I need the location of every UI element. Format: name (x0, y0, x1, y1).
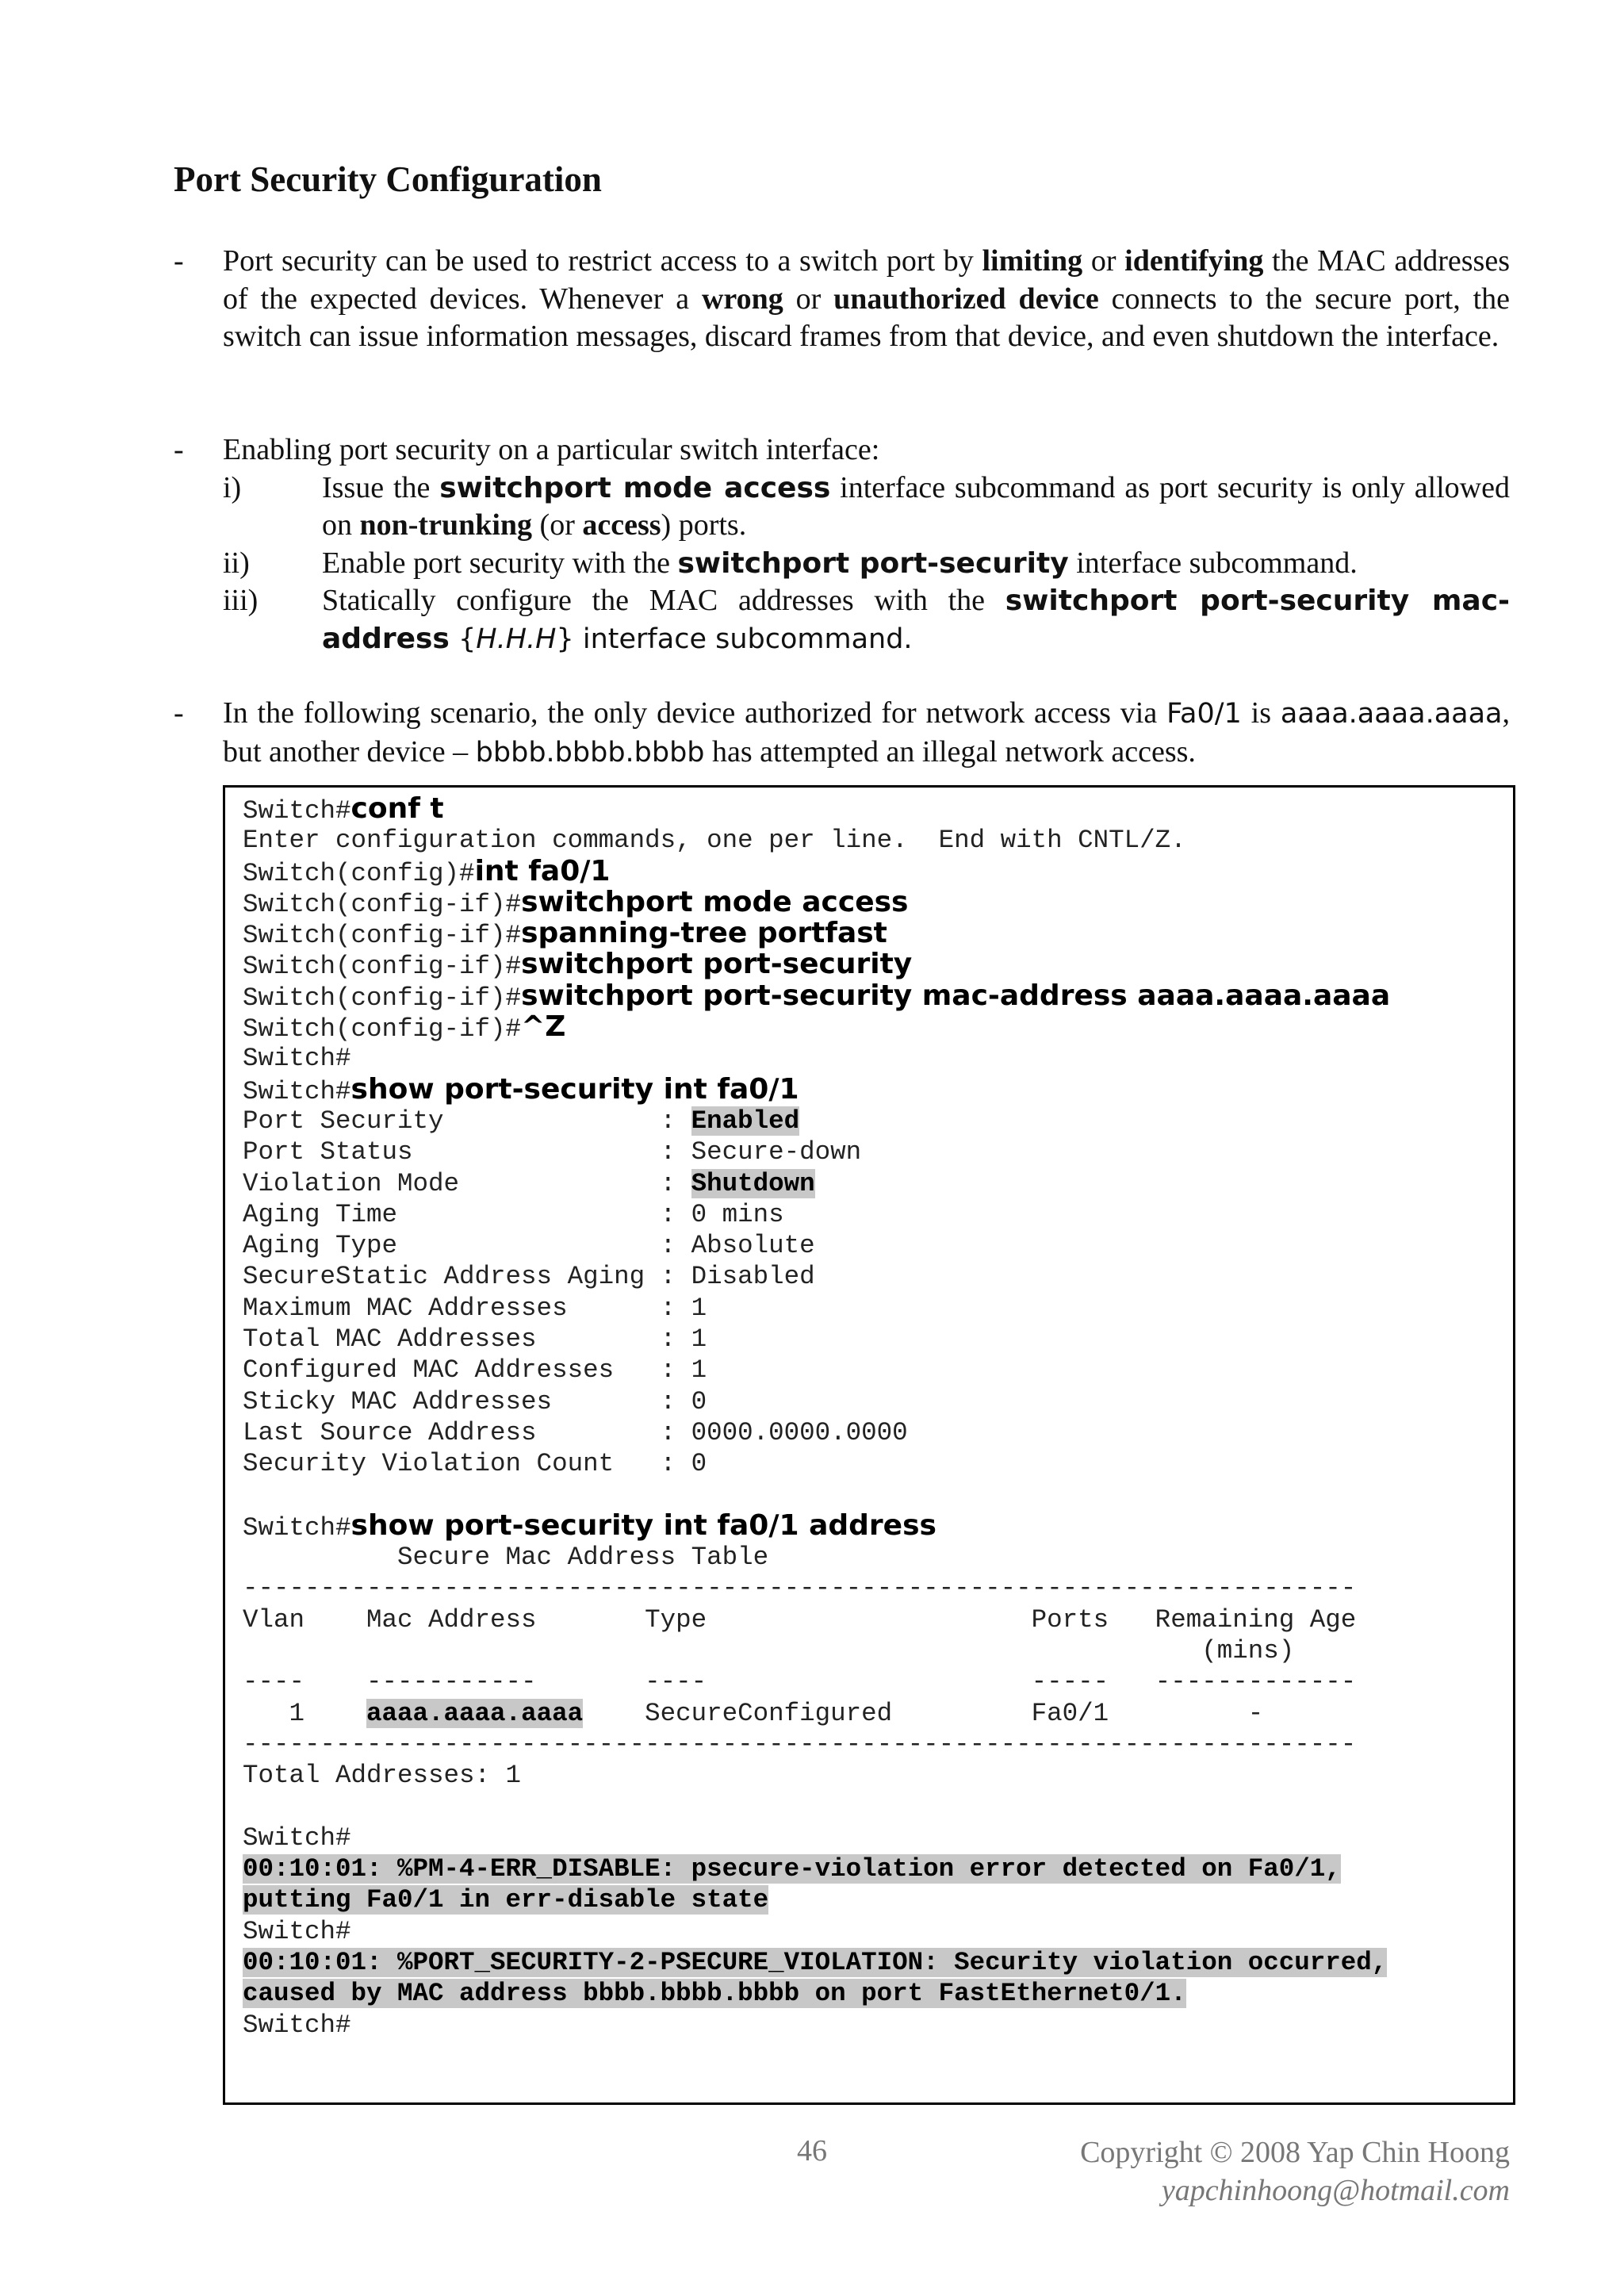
cli-line (243, 793, 1511, 824)
cli-command: switchport port-security (521, 948, 913, 981)
table-header (243, 1635, 1511, 1665)
mac-address-authorized: aaaa.aaaa.aaaa (1280, 698, 1503, 730)
footer-copyright (1080, 2133, 1510, 2210)
status-value-highlighted: Enabled (691, 1106, 800, 1136)
step-text (322, 545, 1510, 583)
cli-line (243, 824, 1511, 855)
text-run: In the following scenario, the only device authorized for network access via (223, 696, 1167, 730)
rule-text: ------------------------------------------------------------------------ (243, 1573, 1357, 1604)
status-value: Disabled (691, 1262, 815, 1292)
status-row (243, 1167, 1511, 1198)
mac-address-illegal: bbbb.bbbb.bbbb (475, 736, 705, 769)
cli-line (243, 1510, 1511, 1541)
status-row (243, 1198, 1511, 1229)
cli-command: int fa0/1 (474, 854, 611, 887)
cli-prompt: Switch# (243, 2010, 351, 2040)
bullet-dash: - (174, 433, 184, 466)
status-key: Port Status : (243, 1137, 691, 1167)
cli-command: conf t (350, 792, 444, 825)
status-key: Violation Mode : (243, 1168, 691, 1198)
blank-line (243, 1791, 1511, 1822)
status-key: SecureStatic Address Aging : (243, 1262, 691, 1292)
status-key: Sticky MAC Addresses : (243, 1386, 691, 1416)
cli-command: switchport port-security mac-address aaaa.aaaa.aaaa (521, 979, 1391, 1012)
status-key: Last Source Address : (243, 1417, 691, 1447)
cli-line (243, 887, 1511, 918)
bold-access: access (582, 508, 661, 542)
bold-identifying: identifying (1124, 244, 1264, 278)
step-1 (223, 470, 1510, 545)
status-row (243, 1292, 1511, 1323)
cli-line (243, 2009, 1511, 2040)
text-run: Statically configure the MAC addresses with the (322, 584, 1005, 617)
status-value: 0 mins (691, 1199, 784, 1229)
step-3 (223, 582, 1510, 658)
status-value: Absolute (691, 1231, 815, 1261)
bullet-enabling-port-security (174, 431, 1510, 658)
table-rule (243, 1728, 1511, 1759)
status-value: 0 (691, 1386, 707, 1416)
status-key: Aging Time : (243, 1199, 691, 1229)
step-text (322, 582, 1510, 658)
text-run: (or (532, 508, 583, 542)
cell-mac-address: aaaa.aaaa.aaaa (366, 1698, 584, 1728)
cli-line (243, 1915, 1511, 1946)
status-row (243, 1416, 1511, 1447)
argument-text: H.H.H (476, 623, 557, 655)
author-email: yapchinhoong@hotmail.com (1161, 2174, 1510, 2207)
cli-prompt: Switch(config-if)# (243, 1014, 522, 1045)
underline-text: ---- ----------- ---- ----- ------------- (243, 1667, 1357, 1697)
status-key: Total MAC Addresses : (243, 1324, 691, 1355)
bullet-scenario (174, 695, 1510, 772)
text-run: the MAC addresses of the expected devices. Whenever a (223, 244, 1510, 316)
step-number: ii) (223, 546, 250, 580)
log-message-highlighted: 00:10:01: %PORT_SECURITY-2-PSECURE_VIOLATION: Security violation occurred, (243, 1947, 1388, 1977)
status-row (243, 1323, 1511, 1354)
text-run: Port security can be used to restrict access to a switch port by (223, 244, 982, 278)
cli-prompt: Switch(config-if)# (243, 983, 522, 1013)
table-underline (243, 1665, 1511, 1696)
status-row (243, 1354, 1511, 1385)
total-addresses-text: Total Addresses: 1 (243, 1761, 522, 1791)
cli-prompt: Switch# (243, 1512, 351, 1543)
status-key: Port Security : (243, 1106, 691, 1136)
bold-limiting: limiting (982, 244, 1083, 278)
blank-line (243, 1479, 1511, 1510)
text-run: or (1082, 244, 1125, 278)
cli-command: show port-security int fa0/1 (350, 1072, 799, 1106)
text-run: interface subcommand as port security is only allowed on (322, 470, 1510, 542)
cli-prompt: Switch(config-if)# (243, 952, 522, 982)
text-run: interface subcommand. (1068, 546, 1358, 580)
table-rule (243, 1572, 1511, 1603)
status-value: 1 (691, 1355, 707, 1386)
cli-prompt: Switch(config)# (243, 858, 475, 888)
table-row (243, 1697, 1511, 1728)
bold-non-trunking: non-trunking (359, 508, 533, 542)
status-key: Maximum MAC Addresses : (243, 1293, 691, 1323)
cli-line (243, 1042, 1511, 1073)
bullet-intro: Enabling port security on a particular switch interface: (223, 433, 880, 466)
status-value: Secure-down (691, 1137, 862, 1167)
log-message-highlighted: putting Fa0/1 in err-disable state (243, 1885, 769, 1915)
text-run: { (449, 623, 477, 655)
table-header-text: Vlan Mac Address Type Ports Remaining Age (243, 1604, 1357, 1635)
cli-line (243, 856, 1511, 887)
cli-line (243, 918, 1511, 949)
bold-unauthorized-device: unauthorized device (833, 282, 1099, 316)
cli-line (243, 1010, 1511, 1045)
cli-line (243, 1074, 1511, 1105)
cli-command: spanning-tree portfast (521, 917, 887, 950)
cli-output (243, 793, 1511, 2040)
step-number: i) (223, 470, 242, 504)
status-value: 1 (691, 1324, 707, 1355)
cli-prompt: Switch(config-if)# (243, 921, 522, 951)
log-line (243, 1853, 1511, 1884)
log-message-highlighted: caused by MAC address bbbb.bbbb.bbbb on port FastEthernet0/1. (243, 1979, 1186, 2009)
cli-command: switchport mode access (521, 885, 909, 918)
cli-prompt: Switch# (243, 796, 351, 826)
bullet-dash: - (174, 244, 184, 278)
status-value: 0 (691, 1449, 707, 1479)
log-line (243, 1977, 1511, 2008)
step-2 (223, 545, 1510, 583)
cli-prompt: Switch# (243, 1823, 351, 1853)
command-text: switchport mode access (439, 471, 831, 504)
cli-command: ^Z (521, 1010, 566, 1044)
log-message-highlighted: 00:10:01: %PM-4-ERR_DISABLE: psecure-violation error detected on Fa0/1, (243, 1854, 1341, 1884)
cell-vlan: 1 (243, 1698, 367, 1728)
text-run: Enable port security with the (322, 546, 678, 580)
text-run: is (1241, 696, 1281, 730)
cli-prompt: Switch(config-if)# (243, 889, 522, 919)
status-row (243, 1260, 1511, 1291)
port-name: Fa0/1 (1166, 698, 1242, 730)
section-heading: Port Security Configuration (174, 159, 602, 199)
table-header (243, 1604, 1511, 1635)
step-number: iii) (223, 584, 259, 617)
status-key: Security Violation Count : (243, 1449, 691, 1479)
table-title (243, 1541, 1511, 1572)
status-row (243, 1136, 1511, 1167)
cli-prompt: Switch# (243, 1916, 351, 1946)
bullet-port-security-intro (174, 243, 1510, 356)
text-run: , but another device – (223, 696, 1510, 769)
total-addresses (243, 1759, 1511, 1790)
status-row (243, 1105, 1511, 1136)
text-run: has attempted an illegal network access. (704, 734, 1196, 769)
cli-prompt: Switch# (243, 1044, 351, 1074)
status-value: 1 (691, 1293, 707, 1323)
command-text: switchport port-security (677, 546, 1069, 580)
text-run: } interface subcommand. (556, 623, 913, 655)
text-run: Issue the (322, 470, 440, 504)
text-run: or (783, 282, 834, 316)
table-header-text: (mins) (243, 1636, 1295, 1666)
rule-text: ------------------------------------------------------------------------ (243, 1729, 1357, 1759)
cell-type-ports-age: SecureConfigured Fa0/1 - (583, 1698, 1264, 1728)
status-row (243, 1229, 1511, 1260)
log-line (243, 1946, 1511, 1977)
command-text: switchport port-security mac-address (322, 585, 1510, 655)
bullet-dash: - (174, 696, 184, 730)
step-text (322, 470, 1510, 545)
cli-command: show port-security int fa0/1 address (350, 1508, 936, 1542)
status-key: Configured MAC Addresses : (243, 1355, 691, 1386)
table-title-text: Secure Mac Address Table (243, 1543, 769, 1573)
status-key: Aging Type : (243, 1231, 691, 1261)
status-value-highlighted: Shutdown (691, 1168, 815, 1198)
page-number: 46 (797, 2134, 827, 2168)
bullet-text (223, 695, 1510, 772)
cli-output-text: Enter configuration commands, one per line. End with CNTL/Z. (243, 826, 1186, 856)
text-run: ) ports. (661, 508, 747, 542)
status-value: 0000.0000.0000 (691, 1417, 908, 1447)
cli-line (243, 1822, 1511, 1853)
cli-prompt: Switch# (243, 1076, 351, 1106)
bold-wrong: wrong (701, 282, 783, 316)
status-row (243, 1447, 1511, 1478)
bullet-text (223, 243, 1510, 356)
copyright-text: Copyright © 2008 Yap Chin Hoong (1080, 2136, 1510, 2169)
status-row (243, 1386, 1511, 1416)
cli-line (243, 980, 1511, 1011)
log-line (243, 1884, 1511, 1915)
text-run: connects to the secure port, the switch can issue information messages, discard frames from that device, and even shutdown the interface. (223, 282, 1511, 353)
cli-line (243, 948, 1511, 982)
